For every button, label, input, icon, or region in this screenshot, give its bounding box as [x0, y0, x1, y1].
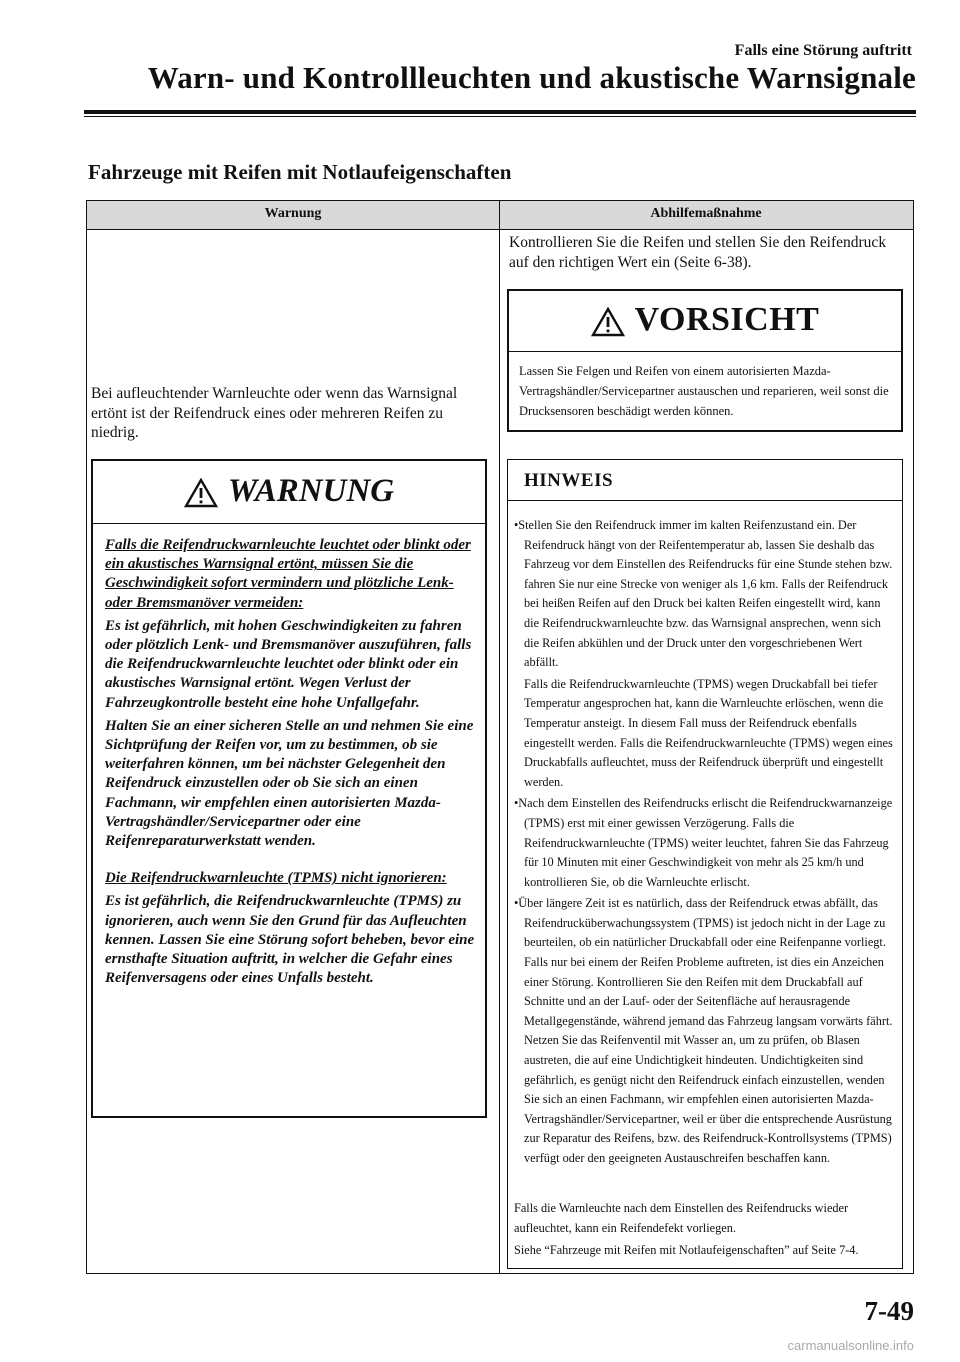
hinweis-bullet-1: •Stellen Sie den Reifendruck immer im kalten Reifenzustand ein. Der Reifendruck hängt von der Reifentemperatur ab, lassen Sie deshalb das Fahrzeug vor dem Einstellen des Reifendrucks für eine Stunde stehen bzw. fahren Sie nur eine Strecke von weniger als 1,6 km. Falls der Reifendruck bei heißen Reifen auf den Druck bei kalten Reifen eingestellt wird, kann die Reifendruckwarnleuchte bzw. das Warnsignal ansprechen, wenn sich die Reifen abkühlen und der Druck unter den vorgeschriebenen Wert abfällt.	[514, 518, 893, 670]
hinweis-title: HINWEIS	[524, 470, 614, 491]
warnung-header	[93, 461, 485, 524]
warning-description: Bei aufleuchtender Warnleuchte oder wenn das Warnsignal ertönt ist der Reifendruck eines oder mehreren Reifen zu niedrig.	[91, 385, 458, 441]
vorsicht-box	[507, 289, 903, 432]
col-header-warning: Warnung	[264, 206, 322, 221]
hinweis-foot-1: Falls die Warnleuchte nach dem Einstellen des Reifendrucks wieder aufleuchtet, kann ein Reifendefekt vorliegen.	[514, 1201, 849, 1235]
header-rule-thin	[84, 116, 916, 117]
hinweis-bullet-3: •Über längere Zeit ist es natürlich, dass der Reifendruck etwas abfällt, das Reifendrucküberwachungssystem (TPMS) ist jedoch nicht in der Lage zu beurteilen, ob ein natürlicher Druckabfall oder eine Reifenpanne vorliegt. Falls nur bei einem der Reifen Probleme auftreten, ist dies ein Anzeichen einer Störung. Kontrollieren Sie den Reifen mit dem Druckabfall auf Schnitte und an der Lauf- oder der Seitenfläche auf herausragende Metallgegenstände, während jemand das Fahrzeug langsam vorwärts fährt. Netzen Sie das Reifenventil mit Wasser an, um zu prüfen, ob Blasen austreten, die auf eine Undichtigkeit hindeuten. Undichtigkeiten sind gefährlich, es genügt nicht den Reifendruck einfach einzustellen, wenden Sie sich an einen Fachmann, wir empfehlen einen autorisierten Mazda-Vertragshändler/Servicepartner, weil er über die entsprechende Ausrüstung zur Reparatur des Reifens, bzw. des Reifendruck-Kontrollsystems (TPMS) verfügt oder den geeigneten Austauschreifen beschaffen kann.	[514, 896, 893, 1165]
hinweis-bullet-2: •Nach dem Einstellen des Reifendrucks erlischt die Reifendruckwarnanzeige (TPMS) erst mit einer gewissen Verzögerung. Falls die Reifendruckwarnleuchte (TPMS) weiter leuchtet, fahren Sie das Fahrzeug für 10 Minuten mit einer Geschwindigkeit von mehr als 25 km/h und kontrollieren Sie, ob die Warnleuchte erlischt.	[514, 796, 893, 889]
col-header-remedy: Abhilfemaßnahme	[650, 206, 762, 221]
warnung-para-1: Es ist gefährlich, mit hohen Geschwindigkeiten zu fahren oder plötzlich Lenk- und Bremsmanöver auszuführen, falls die Reifendruckwarnleuchte leuchtet oder blinkt oder ein akustisches Warnsignal ertönt. Wegen Verlust der Fahrzeugkontrolle besteht eine hohe Unfallgefahr.	[105, 617, 472, 711]
warnung-title	[93, 473, 485, 510]
warnung-title-text: WARNUNG	[227, 473, 395, 509]
warnung-para-2: Halten Sie an einer sicheren Stelle an und nehmen Sie eine Sichtprüfung der Reifen vor, um zu bestimmen, ob sie weiterfahren können, um bei nächster Gelegenheit den Reifendruck einzustellen oder ob Sie sich an einen Fachmann, wir empfehlen einen autorisierten Mazda-Vertragshändler/Servicepartner oder eine Reifenreparaturwerkstatt wenden.	[105, 717, 474, 850]
table-header	[87, 201, 913, 230]
hinweis-body	[514, 516, 898, 1171]
section-title: Fahrzeuge mit Reifen mit Notlaufeigenschaften	[88, 160, 512, 184]
column-divider	[499, 201, 500, 1273]
hinweis-header	[508, 460, 902, 501]
warnung-heading-2: Die Reifendruckwarnleuchte (TPMS) nicht ignorieren:	[105, 870, 447, 887]
hinweis-foot-2: Siehe “Fahrzeuge mit Reifen mit Notlaufeigenschaften” auf Seite 7-4.	[514, 1243, 859, 1257]
hinweis-box	[507, 459, 903, 1269]
hinweis-footer	[514, 1198, 898, 1262]
warnung-body	[105, 536, 481, 992]
warning-table	[86, 200, 914, 1274]
caution-triangle-icon	[591, 307, 625, 337]
chapter-title: Falls eine Störung auftritt	[734, 42, 912, 59]
vorsicht-title	[509, 301, 901, 339]
vorsicht-header	[509, 291, 901, 352]
warnung-heading-1: Falls die Reifendruckwarnleuchte leuchtet oder blinkt oder ein akustisches Warnsignal ertönt, müssen Sie die Geschwindigkeit sofort vermindern und plötzliche Lenk- oder Bremsmanöver vermeiden:	[105, 537, 471, 611]
warnung-para-3: Es ist gefährlich, die Reifendruckwarnleuchte (TPMS) zu ignorieren, auch wenn Sie den Grund für das Aufleuchten kennen. Lassen Sie eine Störung sofort beheben, bevor eine ernsthafte Situation auftritt, in welcher die Gefahr eines Reifenversagens oder eines Unfalls besteht.	[105, 893, 475, 987]
warnung-box	[91, 459, 487, 1118]
remedy-description: Kontrollieren Sie die Reifen und stellen Sie den Reifendruck auf den richtigen Wert ein (Seite 6-38).	[509, 234, 887, 271]
header-rule	[84, 110, 916, 114]
page-number: 7-49	[864, 1296, 914, 1326]
vorsicht-title-text: VORSICHT	[634, 301, 820, 338]
hinweis-bullet-1-sub: Falls die Reifendruckwarnleuchte (TPMS) wegen Druckabfall bei tiefer Temperatur angesprochen hat, kann die Warnleuchte erlöschen, wenn die Temperatur ansteigt. In diesem Fall muss der Reifendruck ebenfalls eingestellt werden. Falls die Reifendruckwarnleuchte (TPMS) wegen eines Druckabfalls aufleuchtet, muss der Reifendruck überprüft und eingestellt werden.	[524, 676, 893, 789]
watermark: carmanualsonline.info	[787, 1338, 914, 1353]
page-title: Warn- und Kontrollleuchten und akustische Warnsignale	[147, 60, 916, 95]
vorsicht-text: Lassen Sie Felgen und Reifen von einem autorisierten Mazda-Vertragshändler/Servicepartner austauschen und reparieren, weil sonst die Drucksensoren beschädigt werden können.	[519, 364, 889, 418]
warning-triangle-icon	[184, 478, 218, 508]
